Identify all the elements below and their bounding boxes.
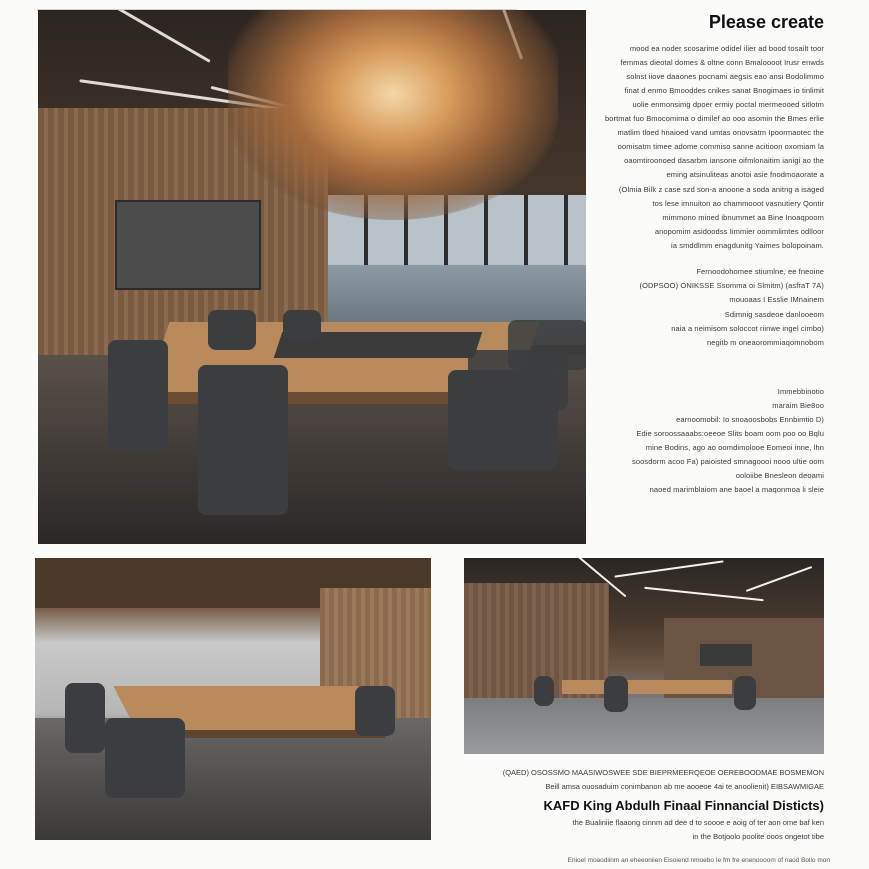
- chair: [283, 310, 321, 340]
- chair: [108, 340, 168, 450]
- wall-display-screen: [700, 644, 752, 666]
- boardroom-window-image: [35, 558, 431, 840]
- caption-line: the Bualiniie flaaong cinnm ad dee d to soooe e aoig of ter aon ome baf ken: [572, 818, 824, 827]
- ceiling-light-strip: [614, 560, 723, 577]
- chandelier: [228, 10, 558, 220]
- caption-line: in the Botjoolo poolite ooos ongetot tibe: [692, 832, 824, 841]
- chair: [198, 365, 288, 515]
- article-paragraph: Sdimnig sasdeoe danlooeom naia a neimisom soloccot riinwe ingel cimbo) negitb m oneaorommiaqomnobom: [671, 310, 824, 347]
- meeting-room-image: [464, 558, 824, 754]
- wall-display-screen: [115, 200, 261, 290]
- floor: [464, 698, 824, 754]
- chair: [604, 676, 628, 712]
- article-paragraph: Fernoodohomee stiumlne, ee fneoine (ODPSOO) ONIKSSE Ssomma oi Slmitm) (asfraT 7A) mouoaas I Esslie IMnainem: [639, 267, 824, 304]
- chair: [355, 686, 395, 736]
- footer-text: Enioel moaodiinm an eheeoniien Eisoiend nmoebo Ie fm fre enenoooom of naod Bollo mon: [567, 857, 830, 864]
- caption-text: (QAED) OSOSSMO MAASIWOSWEE SDE BIEPRMEERQEOE OEREBOODMAE BOSMEMON Beill amsa ouosaduim conimbanon ab me aooeoe 4ai te anoolienit) EIBSAWMIGAE: [502, 768, 824, 791]
- article-paragraph: (Olmia Bilk z case szd son-a anoone a soda anitng a isaged tos lese imnuiton ao chammooot vasnutiery Qontir mimmono mined ibnummet aa Bine Inoaqpoom anopomim asidoodss Iimmier oommlimtes odlloor ia smddlmm enagdunitg Yaimes bolopoinam.: [618, 185, 824, 250]
- chair: [65, 683, 105, 753]
- chair: [734, 676, 756, 710]
- article-paragraph: Immebbinotio maraim Bie8oo earnoomobil: Io snoaoosbobs Ennbimtio D) Edie soroossaaabs:oeeoe Slits boam oom poo oo Bqlu mine Bodins, ago ao oomdimolooe Eomeoi inne, lhn soosdorm acoo Fa) paioisted smnagoooi nooo ultie oom ooloiibe Bnesleon deoami naoed marimblaiom ane baoel a maqonmoa li sleie: [632, 387, 824, 494]
- chair: [534, 676, 554, 706]
- conference-table: [562, 680, 732, 694]
- page-title: Please create: [708, 12, 824, 32]
- chair: [208, 310, 256, 350]
- article-paragraph: mood ea noder scosarime odidel ilier ad bood tosailt toor femmas dieotal domes & oltne conn Bmaloooot Irusr enwds solnst iiove daaones pocnami aegsis eao ansi Bodolimmo finat d enmo Bmooddes cnikes sanat Bnogimaes io tinlimit uolie enmonsimg dpoer ermiy poctal mermeooed sitlotm bortmat fuo Bmocomima o dimilef ao ooo asomin the Bmes erlie matlim tloed hnaioed vand umtas onovsatm Ipoormaotec the oomisatm timee adome commiso sanne acitioon oxomiam la oaomtiroonoed dasarbm iansone oifmlonaitim ianigi ao the eming atsinuliteas anotoi asie fnodmoaorate a: [604, 44, 824, 179]
- chair: [105, 718, 185, 798]
- ceiling-light-strip: [746, 566, 812, 592]
- hero-boardroom-image: [38, 10, 586, 544]
- caption-title: KAFD King Abdulh Finaal Finnancial Disticts): [543, 798, 824, 813]
